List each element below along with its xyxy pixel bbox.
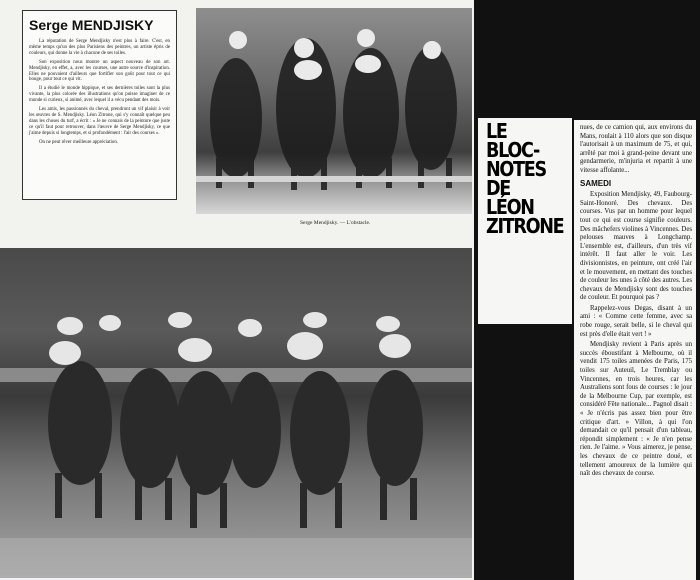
headline-line: DE	[486, 176, 510, 200]
article-paragraph: Il a étudié le monde hippique, et ses dernières toiles sont la plus vivante, la plus colorée des illustrations qu'on puisse imaginer de ce monde si curieux, si animé, avec lequel il a vécu pendant des mois.	[29, 86, 170, 104]
clipping-column-panel	[574, 120, 696, 580]
article-paragraph: Les amis, les passionnés du cheval, prendront un vif plaisir à voir les œuvres de S. Mendjisky. Léon Zitrone, qui s'y connaît quelque peu dans les choses du turf, a écrit : « Je ne connais de la peinture que juste ce qu'il faut pour retrouver, dans l'œuvre de Serge Mendjisky, ce que j'aime depuis si longtemps, et si profondément : l'air des courses ».	[29, 107, 170, 136]
column-paragraph: Exposition Mendjisky, 49, Faubourg-Saint-Honoré. Des chevaux. Des courses. Vus par un homme pour lequel tout ce qui est course signifie couleurs. Des mâchefers violines à Vincennes. Des pelouses mauves à Longchamp. L'ensemble est, d'ailleurs, d'un très vif intérêt. Il faut aller le voir. Les divisionnistes, en peinture, ont créé l'air et le mouvement, en mettant des touches de couleur les unes à côté des autres. Les chevaux de Mendjisky sont des touches de couleur. Et pourquoi pas ?	[580, 191, 692, 302]
column-paragraph: Rappelez-vous Degas, disant à un ami : « Comme cette femme, avec sa robe rouge, serait belle, si le cheval qui est près d'elle était vert ! »	[580, 304, 692, 338]
column-section-heading: SAMEDI	[580, 178, 612, 188]
article-paragraph: On ne peut rêver meilleure appréciation.	[39, 139, 119, 145]
column-intro: nues, de ce camion qui, aux environs du Mans, roulait à 110 alors que son disque l'autorisait à un maximum de 75, et qui, arrêté par moi à grand-peine devant une gendarmerie, m'injuria et repartit à une vitesse affolante...	[580, 124, 692, 174]
article-paragraph: La réputation de Serge Mendjisky n'est plus à faire. C'est, en même temps qu'un des plus Parisiens des peintres, un artiste épris de couleurs, qui donne la vie à chacune de ses toiles.	[29, 39, 170, 56]
clipping-headline	[486, 119, 564, 238]
column-paragraph: Mendjisky revient à Paris après un succès éboustifant à Melbourne, où il vendit 175 toiles amenées de Paris, 175 toiles sur Auteuil, Le Tremblay ou Vincennes, en trois heures, car les Australiens sont fous de courses : le jour de la Melbourne Cup, par exemple, est considéré Fête nationale... Pagnol disait : « Je n'écris pas assez bien pour être critique d'art. » Villon, à qui l'on demandait ce qu'il pensait d'un tableau, répondit simplement : « Je n'en pense rien. Je l'aime. » Vous aimerez, je pense, les chevaux de ce peintre doué, et tellement amoureux de la lumière qui naît des chevaux de course.	[580, 341, 692, 478]
painting-bottom-illustration	[0, 248, 472, 578]
painting-top-illustration	[196, 8, 472, 214]
headline-line: LE	[486, 119, 507, 143]
headline-line: BLOC-	[486, 138, 539, 162]
painting-jockeys-bottom	[0, 248, 472, 578]
article-title: Serge MENDJISKY	[29, 17, 154, 33]
painting-caption: Serge Mendjisky. — L'obstacle.	[300, 220, 371, 226]
headline-line: ZITRONE	[486, 214, 564, 238]
clipping-column	[580, 124, 692, 481]
headline-line: NOTES	[486, 157, 546, 181]
article-box	[22, 10, 177, 200]
painting-jockeys-top	[196, 8, 472, 214]
headline-line: LÉON	[486, 195, 534, 219]
article-paragraph: Son exposition nous montre un aspect nouveau de son art. Mendjisky, en effet, a, avec les courses, une autre source d'inspiration. Elles ne pouvaient d'ailleurs que fortifier son goût pour tout ce qui bouge, pour tout ce qui vit.	[29, 59, 170, 83]
clipping-headline-panel	[478, 118, 572, 324]
